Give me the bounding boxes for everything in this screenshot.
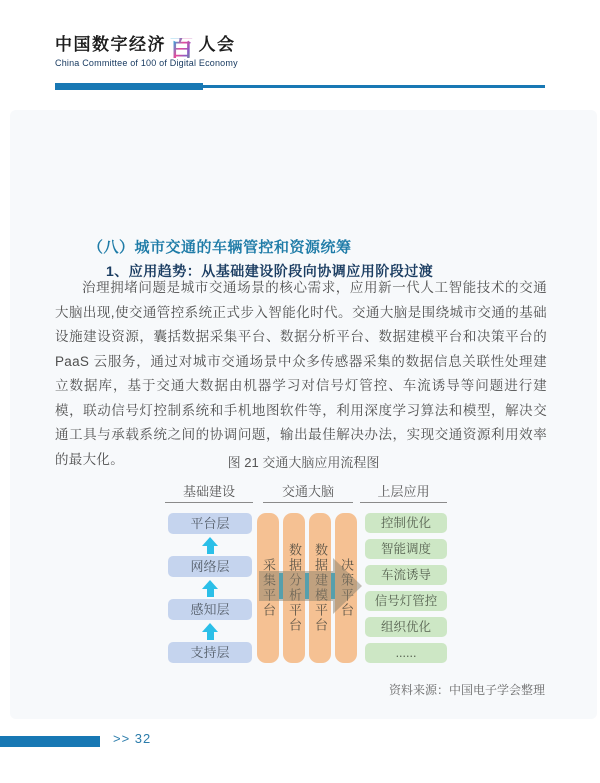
column-header-traffic-brain: 交通大脑 — [263, 481, 353, 503]
layer-box-network: 网络层 — [168, 556, 252, 577]
app-box-organization-optimization: 组织优化 — [365, 617, 447, 637]
app-box-control-optimization: 控制优化 — [365, 513, 447, 533]
figure-title: 图 21 交通大脑应用流程图 — [227, 455, 380, 470]
app-box-intelligent-dispatch: 智能调度 — [365, 539, 447, 559]
flow-right-arrow-body — [259, 571, 333, 601]
header-rule-thick — [55, 83, 203, 90]
header-rule-thin — [203, 85, 545, 88]
app-box-traffic-guidance: 车流诱导 — [365, 565, 447, 585]
traffic-brain-flow-diagram — [163, 481, 459, 671]
org-logo-chinese — [55, 30, 238, 62]
platform-bar-label: 采集平台 — [261, 558, 276, 618]
column-header-upper-apps: 上层应用 — [360, 481, 447, 503]
flow-right-arrow-icon — [333, 558, 362, 614]
logo-text-prefix: 中国数字经济 — [55, 35, 166, 54]
app-box-signal-control: 信号灯管控 — [365, 591, 447, 611]
page-number: >> 32 — [113, 731, 152, 746]
content-panel — [10, 110, 597, 719]
platform-bar-label: 决策平台 — [339, 558, 354, 618]
logo-hundred-glyph: 百 — [169, 34, 196, 62]
platform-bar-label: 数据建模平台 — [313, 543, 328, 633]
body-paragraph: 治理拥堵问题是城市交通场景的核心需求，应用新一代人工智能技术的交通大脑出现,使交通管控系统正式步入智能化时代。交通大脑是围绕城市交通的基础设施建设资源，囊括数据采集平台、数据分析平台、数据建模平台和决策平台的 PaaS 云服务，通过对城市交通场景中众多传感器采集的数据信息关联性处理建立数据库，基于交通大数据由机器学习对信号灯管控、车流诱导等问题进行建模，联动信号灯控制系统和手机地图软件等，利用深度学习算法和模型，解决交通工具与承载系统之间的协调问题，输出最佳解决办法，实现交通资源利用效率的最大化。 — [55, 280, 547, 467]
platform-bar-label: 数据分析平台 — [287, 543, 302, 633]
up-arrow-icon — [202, 623, 218, 640]
org-logo — [55, 30, 238, 68]
layer-box-platform: 平台层 — [168, 513, 252, 534]
app-box-ellipsis: ...... — [365, 643, 447, 663]
sub-heading: 1、应用趋势：从基础建设阶段向协调应用阶段过渡 — [106, 263, 434, 279]
infrastructure-column — [168, 513, 252, 663]
logo-text-suffix: 人会 — [198, 35, 236, 54]
column-header-infrastructure: 基础建设 — [165, 481, 253, 503]
data-source-note: 资料来源：中国电子学会整理 — [388, 683, 545, 697]
footer-accent-bar — [0, 736, 100, 747]
org-logo-english: China Committee of 100 of Digital Economy — [55, 58, 238, 68]
layer-box-support: 支持层 — [168, 642, 252, 663]
section-heading: （八）城市交通的车辆管控和资源统筹 — [88, 239, 352, 256]
layer-box-perception: 感知层 — [168, 599, 252, 620]
up-arrow-icon — [202, 537, 218, 554]
upper-apps-column — [365, 513, 447, 663]
up-arrow-icon — [202, 580, 218, 597]
